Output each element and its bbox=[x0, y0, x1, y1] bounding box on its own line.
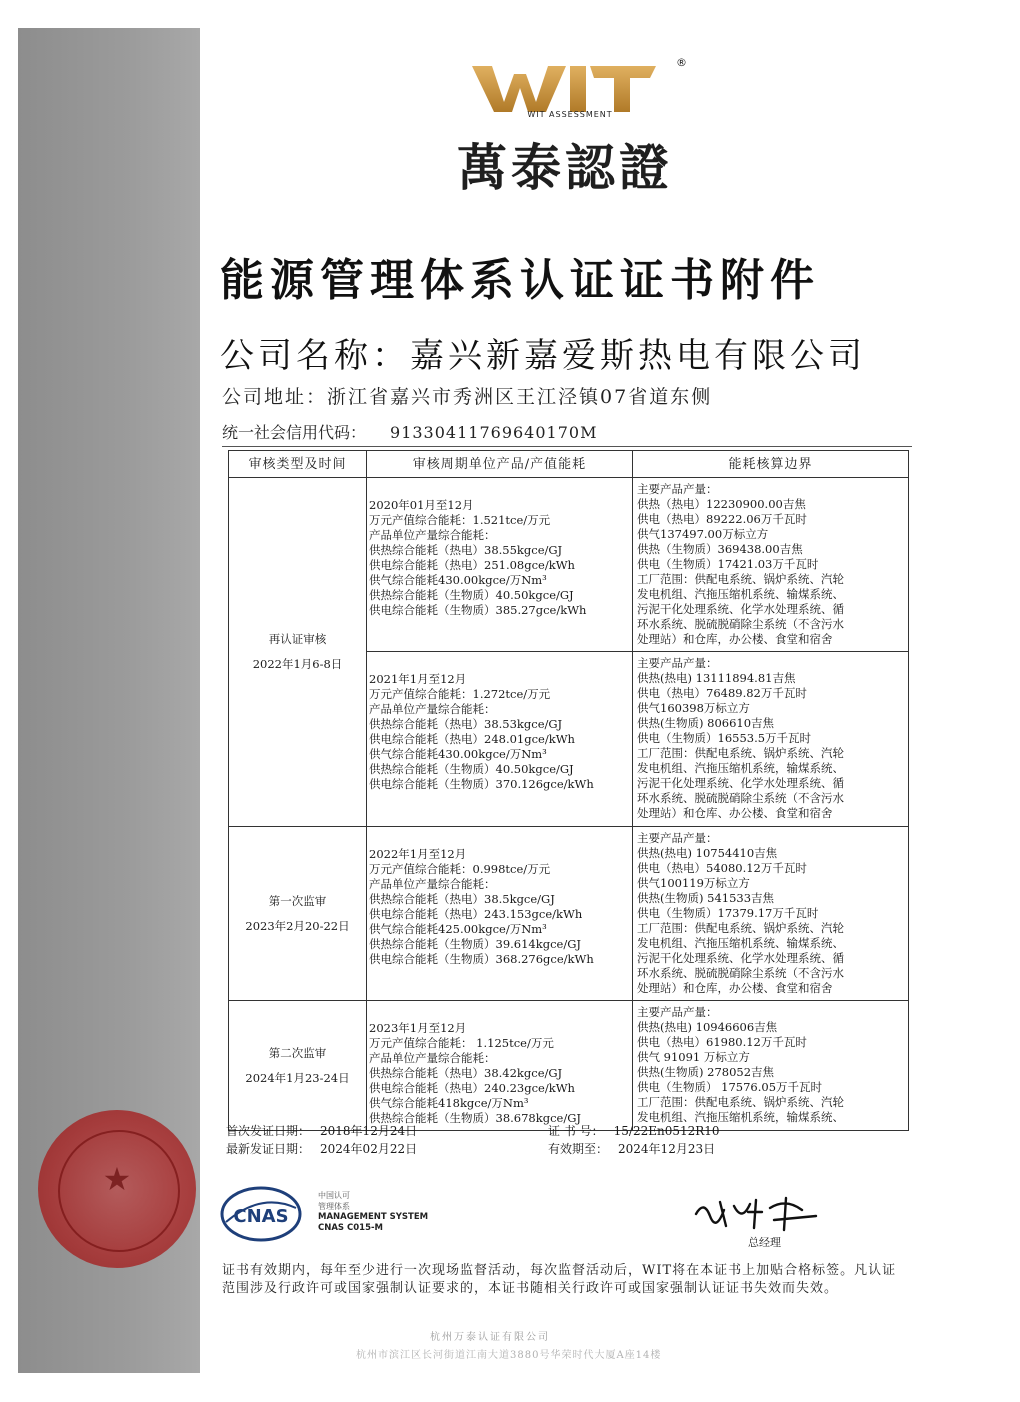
audit-table-body bbox=[229, 478, 909, 1131]
period-line: 供热综合能耗（热电）38.55kgce/GJ bbox=[369, 543, 563, 557]
first-issue-label: 首次发证日期： bbox=[226, 1124, 311, 1138]
seal-star-icon: ★ bbox=[102, 1160, 132, 1198]
boundary-line: 发电机组、汽拖压缩机系统、输煤系统、 bbox=[637, 587, 844, 601]
cnas-logo bbox=[220, 1182, 302, 1246]
period-line: 供电综合能耗（生物质）370.126gce/kWh bbox=[369, 777, 594, 791]
signatory-title: 总经理 bbox=[748, 1236, 781, 1249]
company-label: 公司名称： bbox=[220, 336, 410, 376]
audit-type-cell bbox=[229, 478, 367, 827]
period-line: 万元产值综合能耗：1.521tce/万元 bbox=[369, 513, 551, 527]
boundary-line: 污泥干化处理系统、化学水处理系统、循 bbox=[637, 776, 844, 790]
boundary-line: 工厂范围：供配电系统、锅炉系统、汽轮 bbox=[637, 1095, 844, 1109]
boundary-line: 供热(生物质) 806610吉焦 bbox=[637, 716, 775, 730]
company-name: 嘉兴新嘉爱斯热电有限公司 bbox=[410, 336, 866, 376]
period-line: 2020年01月至12月 bbox=[369, 498, 474, 512]
credit-label: 统一社会信用代码： bbox=[222, 423, 367, 442]
boundary-line: 供电（生物质）16553.5万千瓦时 bbox=[637, 731, 812, 745]
period-line: 产品单位产量综合能耗： bbox=[369, 702, 496, 716]
boundary-line: 供电（热电）89222.06万千瓦时 bbox=[637, 512, 807, 526]
registered-mark: ® bbox=[676, 56, 687, 69]
period-line: 供热综合能耗（热电）38.53kgce/GJ bbox=[369, 717, 563, 731]
table-header-row bbox=[229, 451, 909, 478]
boundary-line: 环水系统、脱硫脱硝除尘系统（不含污水 bbox=[637, 791, 844, 805]
boundary-cell bbox=[633, 827, 909, 1001]
boundary-line: 供热(生物质) 541533吉焦 bbox=[637, 891, 775, 905]
period-line: 供电综合能耗（热电）248.01gce/kWh bbox=[369, 732, 575, 746]
boundary-line: 主要产品产量： bbox=[637, 656, 718, 670]
company-seal bbox=[38, 1110, 196, 1268]
table-row bbox=[229, 1001, 909, 1131]
header-audit-type: 审核类型及时间 bbox=[229, 451, 367, 478]
cert-no-label: 证 书 号： bbox=[548, 1124, 604, 1138]
period-line: 产品单位产量综合能耗： bbox=[369, 877, 496, 891]
period-line: 供热综合能耗（热电）38.42kgce/GJ bbox=[369, 1066, 563, 1080]
company-line bbox=[220, 328, 866, 377]
boundary-line: 污泥干化处理系统、化学水处理系统、循 bbox=[637, 602, 844, 616]
cnas-cn-line1: 中国认可 bbox=[318, 1191, 350, 1200]
signature bbox=[690, 1192, 830, 1232]
latest-issue-label: 最新发证日期： bbox=[226, 1142, 311, 1156]
cert-no: 15/22En0512R10 bbox=[613, 1124, 720, 1138]
logo-subtitle: WIT ASSESSMENT bbox=[527, 110, 613, 119]
address-label: 公司地址： bbox=[222, 386, 328, 408]
period-line: 2023年1月至12月 bbox=[369, 1021, 467, 1035]
boundary-line: 供热(热电) 13111894.81吉焦 bbox=[637, 671, 796, 685]
period-line: 供热综合能耗（生物质）38.678kgce/GJ bbox=[369, 1111, 581, 1125]
period-cell bbox=[367, 652, 633, 827]
table-row bbox=[229, 827, 909, 1001]
boundary-line: 供热(热电) 10754410吉焦 bbox=[637, 846, 778, 860]
boundary-cell bbox=[633, 652, 909, 827]
audit-type-cell bbox=[229, 827, 367, 1001]
first-issue-date: 2018年12月24日 bbox=[320, 1124, 418, 1138]
period-line: 供气综合能耗425.00kgce/万Nm³ bbox=[369, 922, 547, 936]
audit-type: 第一次监审 bbox=[268, 893, 327, 908]
audit-date: 2023年2月20-22日 bbox=[245, 918, 350, 933]
boundary-line: 主要产品产量： bbox=[637, 1005, 718, 1019]
boundary-line: 供气 91091 万标立方 bbox=[637, 1050, 750, 1064]
period-line: 2021年1月至12月 bbox=[369, 672, 467, 686]
boundary-cell bbox=[633, 478, 909, 652]
boundary-line: 供热（热电）12230900.00吉焦 bbox=[637, 497, 806, 511]
period-line: 万元产值综合能耗：0.998tce/万元 bbox=[369, 862, 551, 876]
period-line: 供电综合能耗（热电）243.153gce/kWh bbox=[369, 907, 583, 921]
period-line: 供热综合能耗（生物质）40.50kgce/GJ bbox=[369, 762, 574, 776]
boundary-line: 供气137497.00万标立方 bbox=[637, 527, 769, 541]
boundary-line: 主要产品产量： bbox=[637, 831, 718, 845]
boundary-line: 处理站）和仓库，办公楼、食堂和宿舍 bbox=[637, 632, 833, 646]
period-line: 供电综合能耗（生物质）368.276gce/kWh bbox=[369, 952, 594, 966]
brand-name-cn: 萬泰認證 bbox=[457, 139, 673, 197]
period-cell bbox=[367, 478, 633, 652]
boundary-cell bbox=[633, 1001, 909, 1131]
header-period-consumption: 审核周期单位产品/产值能耗 bbox=[367, 451, 633, 478]
period-line: 供电综合能耗（生物质）385.27gce/kWh bbox=[369, 603, 587, 617]
header-boundary: 能耗核算边界 bbox=[633, 451, 909, 478]
period-line: 供电综合能耗（热电）251.08gce/kWh bbox=[369, 558, 575, 572]
credit-code-line bbox=[222, 420, 912, 447]
period-line: 供热综合能耗（生物质）40.50kgce/GJ bbox=[369, 588, 574, 602]
boundary-line: 供电（生物质） 17576.05万千瓦时 bbox=[637, 1080, 823, 1094]
boundary-line: 污泥干化处理系统、化学水处理系统、循 bbox=[637, 951, 844, 965]
period-line: 产品单位产量综合能耗： bbox=[369, 1051, 496, 1065]
footer-address: 杭州市滨江区长河街道江南大道3880号华荣时代大厦A座14楼 bbox=[356, 1350, 662, 1361]
boundary-line: 供热（生物质）369438.00吉焦 bbox=[637, 542, 803, 556]
period-line: 供热综合能耗（生物质）39.614kgce/GJ bbox=[369, 937, 581, 951]
valid-until-date: 2024年12月23日 bbox=[618, 1142, 716, 1156]
boundary-line: 供气100119万标立方 bbox=[637, 876, 750, 890]
address-value: 浙江省嘉兴市秀洲区王江泾镇07省道东侧 bbox=[327, 386, 713, 408]
boundary-line: 环水系统、脱硫脱硝除尘系统（不含污水 bbox=[637, 617, 844, 631]
boundary-line: 供热(生物质) 278052吉焦 bbox=[637, 1065, 775, 1079]
period-line: 供气综合能耗430.00kgce/万Nm³ bbox=[369, 747, 547, 761]
boundary-line: 工厂范围：供配电系统、锅炉系统、汽轮 bbox=[637, 572, 844, 586]
boundary-line: 供电（热电）76489.82万千瓦时 bbox=[637, 686, 807, 700]
valid-until-label: 有效期至： bbox=[548, 1142, 609, 1156]
period-line: 供气综合能耗418kgce/万Nm³ bbox=[369, 1096, 529, 1110]
audit-date: 2022年1月6-8日 bbox=[252, 657, 343, 671]
cnas-cn-line2: 管理体系 bbox=[318, 1202, 350, 1211]
boundary-line: 主要产品产量： bbox=[637, 482, 718, 496]
cnas-en-line2: CNAS C015-M bbox=[318, 1223, 383, 1233]
latest-issue-row bbox=[226, 1140, 417, 1157]
period-line: 供气综合能耗430.00kgce/万Nm³ bbox=[369, 573, 547, 587]
cnas-text-block bbox=[318, 1190, 428, 1234]
boundary-line: 发电机组、汽拖压缩机系统，输煤系统、 bbox=[637, 761, 844, 775]
boundary-line: 工厂范围：供配电系统、锅炉系统、汽轮 bbox=[637, 746, 844, 760]
boundary-line: 供电（热电）61980.12万千瓦时 bbox=[637, 1035, 807, 1049]
period-line: 万元产值综合能耗：1.272tce/万元 bbox=[369, 687, 551, 701]
period-line: 万元产值综合能耗： 1.125tce/万元 bbox=[369, 1036, 554, 1050]
credit-code: 91330411769640170M bbox=[390, 423, 598, 442]
validity-notice: 证书有效期内，每年至少进行一次现场监督活动，每次监督活动后，WIT将在本证书上加贴合格标签。凡认证范围涉及行政许可或国家强制认证要求的，本证书随相关行政许可或国家强制认证证书失效而失效。 bbox=[222, 1263, 897, 1296]
audit-type: 第二次监审 bbox=[268, 1045, 327, 1060]
period-cell bbox=[367, 827, 633, 1001]
audit-type: 再认证审核 bbox=[268, 632, 327, 646]
period-cell bbox=[367, 1001, 633, 1131]
cnas-en-line1: MANAGEMENT SYSTEM bbox=[318, 1212, 429, 1222]
boundary-line: 供电（生物质）17421.03万千瓦时 bbox=[637, 557, 819, 571]
audit-date: 2024年1月23-24日 bbox=[245, 1070, 350, 1085]
valid-until-row bbox=[548, 1140, 715, 1157]
period-line: 供热综合能耗（热电）38.5kgce/GJ bbox=[369, 892, 555, 906]
audit-table bbox=[228, 450, 909, 1131]
period-line: 产品单位产量综合能耗： bbox=[369, 528, 496, 542]
cert-no-row bbox=[548, 1122, 720, 1139]
boundary-line: 环水系统、脱硫脱硝除尘系统（不含污水 bbox=[637, 966, 844, 980]
boundary-line: 供电（热电）54080.12万千瓦时 bbox=[637, 861, 807, 875]
period-line: 2022年1月至12月 bbox=[369, 847, 467, 861]
boundary-line: 工厂范围：供配电系统、锅炉系统、汽轮 bbox=[637, 921, 844, 935]
boundary-line: 供气160398万标立方 bbox=[637, 701, 750, 715]
document-title: 能源管理体系认证证书附件 bbox=[220, 255, 820, 306]
boundary-line: 处理站）和仓库、办公楼、食堂和宿舍 bbox=[637, 806, 833, 820]
boundary-line: 供电（生物质）17379.17万千瓦时 bbox=[637, 906, 819, 920]
audit-type-cell bbox=[229, 1001, 367, 1131]
footer-company: 杭州万泰认证有限公司 bbox=[430, 1332, 550, 1343]
boundary-line: 发电机组、汽拖压缩机系统、输煤系统、 bbox=[637, 936, 844, 950]
table-row bbox=[229, 478, 909, 652]
first-issue-row bbox=[226, 1122, 417, 1139]
cnas-logo-text: CNAS bbox=[233, 1206, 289, 1227]
latest-issue-date: 2024年02月22日 bbox=[320, 1142, 418, 1156]
period-line: 供电综合能耗（热电）240.23gce/kWh bbox=[369, 1081, 575, 1095]
boundary-line: 发电机组、汽拖压缩机系统，输煤系统、 bbox=[637, 1110, 844, 1124]
boundary-line: 处理站）和仓库，办公楼、食堂和宿舍 bbox=[637, 981, 833, 995]
address-line bbox=[222, 382, 712, 409]
boundary-line: 供热(热电) 10946606吉焦 bbox=[637, 1020, 778, 1034]
